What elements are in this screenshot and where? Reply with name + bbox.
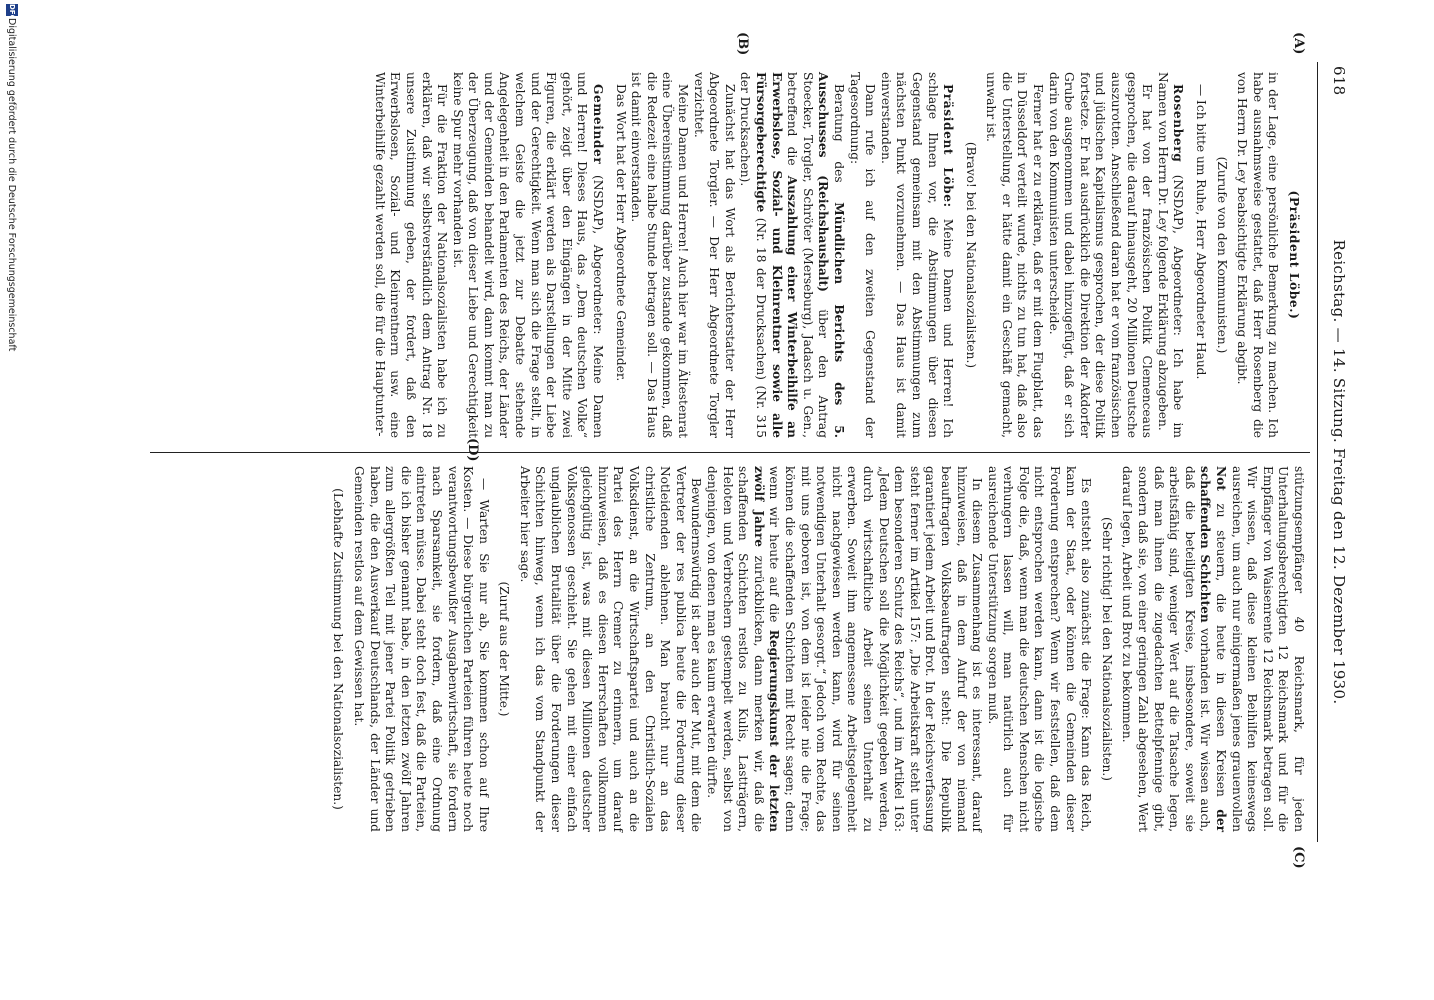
text-run: stützungsempfänger 40 Reichsmark, für jeden Unterhaltungsberechtigten 12 Reichsmark und für die Empfänger von Waisenrente 12 Reichsmark betragen soll. Wir wissen, daß diese kleinen Beihilfen keineswegs ausreichen, um auch nur einigermaßen jenes grauenvollen	[1229, 466, 1306, 832]
interjection: (Sehr richtig! bei den Nationalsozialisten.)	[1099, 516, 1114, 782]
paragraph: Zunächst hat das Wort als Berichterstatter der Herr Abgeordnete Torgler. — Der Herr Abgeordnete Torgler verzichtet.	[691, 72, 737, 438]
credit-text: Digitalisierung gefördert durch die Deutsche Forschungsgemeinschaft	[6, 18, 17, 352]
paragraph	[703, 466, 984, 832]
agenda-text: (Nr. 18 der Drucksachen) (Nr. 315 der Drucksachen).	[738, 72, 768, 438]
speaker-name: Gemeinder	[591, 84, 606, 165]
emphasis: Regierungskunst der letzten zwölf Jahre	[751, 466, 782, 833]
speech-text: Meine Damen und Herren! Ich schlage Ihnen vor, die Abstimmungen über diesen Gegenstand gemeinsam mit den Abstimmungen zum nächsten Punkt vorzunehmen. — Das Haus ist damit einverstanden.	[878, 72, 956, 438]
paragraph: Ferner hat er zu erklären, daß er mit dem Flugblatt, das in Düsseldorf verteilt wurde, nichts zu tun hat, daß also die Unterstellung, er hätte damit ein Geschäft gemacht, unwahr ist.	[984, 72, 1046, 438]
speech-opening	[449, 72, 605, 438]
emphasis: der schaffenden Schichten	[1198, 466, 1229, 832]
text-run: vorhanden ist. Wir wissen auch, daß die beteiligten Kreise, insbesondere, soweit sie arbeitsfähig sind, weniger Wert auf die Tatsache legen, daß man ihnen die zugedachten Bettelpfennige gibt, sondern daß sie, von einer geringen Zahl abgesehen, Wert darauf legen, Arbeit und Brot zu bekommen.	[1120, 466, 1213, 833]
document-sheet	[100, 32, 1350, 869]
agenda-text: über den Antrag Stoecker, Torgler, Schröter (Merseburg), Jadasch u. Gen., betreffend die	[785, 72, 831, 439]
paragraph: — Warten Sie nur ab, Sie kommen schon auf Ihre Kosten. — Diese bürgerlichen Parteien führen heute noch verantwortungsbewußter Ausgabenwirtschaft, sie fordern nach Sparsamkeit, sie fordern, daß eine Ordnung eintreten müsse. Dabei steht doch fest, daß die Parteien, die ich bisher genannt habe, in den letzten zwölf Jahren zum allergrößten Teil mit jener Partei Politik getrieben haben, die den Ausverkauf Deutschlands, der Länder und Gemeinden restlos auf dem Gewissen hat.	[351, 466, 491, 832]
paragraph	[1119, 466, 1306, 832]
margin-letter-d: (D)	[465, 438, 480, 462]
left-column	[371, 72, 1306, 438]
agenda-subject: Auszahlung einer Winterbeihilfe an Erwerbslose, Sozial- und Kleinrentner sowie alle Fürsorgeberechtigte	[754, 72, 800, 439]
text-run: zurückblicken, dann merken wir, daß die schaffenden Schichten restlos zu Kulis, Lastträgern, Heloten und Verbrechern gestempelt werden, selbst von denjenigen, von denen man es kaum erwarten dürfte.	[705, 466, 766, 833]
paragraph: Meine Damen und Herren! Auch hier war im Ältestenrat eine Übereinstimmung darüber zustande gekommen, daß die Redezeit eine halbe Stunde betragen soll. — Das Haus ist damit einverstanden.	[629, 72, 691, 438]
paragraph: Es entsteht also zunächst die Frage: Kann das Reich, kann der Staat, oder können die Gemeinden dieser Forderung entsprechen? Wenn wir feststellen, daß dem nicht entsprochen werden kann, dann ist die logische Folge die, daß, wenn man die deutschen Menschen nicht verhungern lassen will, man natürlich auch für ausreichende Unterstützung sorgen muß.	[985, 466, 1094, 832]
agenda-title: Mündlichen Berichts des 5. Ausschusses (Reichshaushalt)	[816, 72, 846, 438]
right-column	[325, 466, 1306, 832]
interjection: (Zuruf aus der Mitte.)	[497, 581, 512, 717]
paragraph: in der Lage, eine persönliche Bemerkung zu machen. Ich habe ausnahmsweise gestattet, daß Herr Rosenberg die von Herrn Dr. Ley beabsichtigte Erklärung abgibt.	[1235, 72, 1281, 438]
text-run: In diesem Zusammenhang ist es interessant, darauf hinzuweisen, daß in dem Aufruf der von niemand beauftragten Volksbeauftragten steht: Die Republik garantiert jedem Arbeit und Brot. In der Reichsverfassung steht ferner im Artikel 157: „Die Arbeitskraft steht unter dem besonderen Schutz des Reichs“, und im Artikel 163: „Jedem Deutschen soll die Möglichkeit gegeben werden, durch wirtschaftliche Arbeit seinen Unterhalt zu erwerben. Soweit ihm angemessene Arbeitsgelegenheit nicht nachgewiesen werden kann, wird für seinen notwendigen Unterhalt gesorgt.“ Jedoch vom Rechte, das mit uns geboren ist, von dem ist leider nie die Frage; können die schaffenden Schichten mit Recht sagen; denn wenn wir heute auf die	[767, 466, 985, 832]
text-run: zu steuern, die heute in diesen Kreisen	[1214, 503, 1229, 797]
dfg-logo-icon: DFG	[8, 4, 16, 21]
interjection: (Bravo! bei den Nationalsozialisten.)	[963, 141, 978, 369]
paragraph: Bewundernswürdig ist aber auch der Mut, mit dem die Vertreter der res publica heute die Forderung dieser Notleidenden ablehnen. Man braucht nur an das christliche Zentrum, an den Christlich-Sozialen Volksdienst, an die Wirtschaftspartei und auch an die Partei des Herrn Cremer zu erinnern, um darauf hinzuweisen, daß es diesen Herrschaften vollkommen gleichgültig ist, was mit diesen Millionen deutscher Volksgenossen geschieht. Sie gehen mit einer einfach unglaublichen Brutalität über die Forderungen dieser Schichten hinweg, wenn ich das vom Standpunkt der Arbeiter hier sage.	[517, 466, 704, 832]
speech-text: (NSDAP), Abgeordneter: Ich habe im Namen von Herrn Dr. Ley folgende Erklärung abzugeben.	[1155, 72, 1186, 438]
speech-opening	[877, 72, 955, 438]
paragraph: Dann rufe ich auf den zweiten Gegenstand der Tagesordnung:	[847, 72, 878, 438]
interjection: (Zurufe von den Kommunisten.)	[1214, 156, 1229, 354]
running-title: Reichstag. — 14. Sitzung. Freitag den 12. Dezember 1930.	[1330, 239, 1348, 705]
speaker-name: Präsident Löbe:	[941, 84, 956, 208]
emphasis: Not	[1214, 466, 1229, 491]
header-rule	[1317, 62, 1318, 842]
digitization-credit	[3, 0, 19, 1000]
page-header	[1324, 62, 1350, 842]
paragraph: Er hat von der französischen Politik Clemenceaus gesprochen, die darauf hinausgeht, 20 Millionen Deutsche auszurotten. Anschließend daran hat er vom französischen und jüdischen Kapitalismus gesprochen, der diese Politik fortsetze. Er hat ausdrücklich die Direktion der Akdorfer Grube ausgenommen und dabei hinzugefügt, daß er sich darin von den Kommunisten unterscheide.	[1046, 72, 1155, 438]
paragraph: Das Wort hat der Herr Abgeordnete Gemeinder.	[613, 84, 628, 382]
paragraph: — Ich bitte um Ruhe, Herr Abgeordneter Haud.	[1194, 84, 1209, 380]
margin-letter-c: (C)	[1291, 846, 1306, 869]
speech-opening	[1154, 72, 1185, 438]
agenda-item	[737, 72, 846, 438]
speech-text: (NSDAP), Abgeordneter: Meine Damen und Herren! Dieses Haus, das „Dem deutschen Volke“ gehört, zeigt über den Eingängen in der Mitte zwei Figuren, die erklärt werden als Darstellungen der Liebe und der Gerechtigkeit. Wenn man sich die Frage stellt, in welchem Geiste die jetzt zur Debatte stehende Angelegenheit in den Parlamenten des Reichs, der Länder und der Gemeinden behandelt wird, dann kommt man zu der Überzeugung, daß von dieser Liebe und Gerechtigkeit keine Spur mehr vorhanden ist.	[450, 72, 606, 438]
column-divider	[150, 452, 1310, 453]
paragraph: Für die Fraktion der Nationalsozialisten habe ich zu erklären, daß wir selbstverständlich dem Antrag Nr. 18 unsere Zustimmung geben, der fordert, daß den Erwerbslosen, Sozial- und Kleinrentnern usw. eine Winterbeihilfe gezahlt werden soll, die für die Hauptunter-	[372, 72, 450, 438]
margin-letter-a: (A)	[1291, 32, 1306, 55]
interjection: (Lebhafte Zustimmung bei den Nationalsozialisten.)	[331, 488, 346, 810]
page-number: 618	[1330, 66, 1348, 96]
agenda-text: Beratung des	[831, 84, 846, 183]
speaker-name: Rosenberg	[1171, 84, 1186, 163]
speaker-tag: (Präsident Löbe.)	[1287, 190, 1301, 320]
margin-letter-b: (B)	[735, 32, 750, 56]
